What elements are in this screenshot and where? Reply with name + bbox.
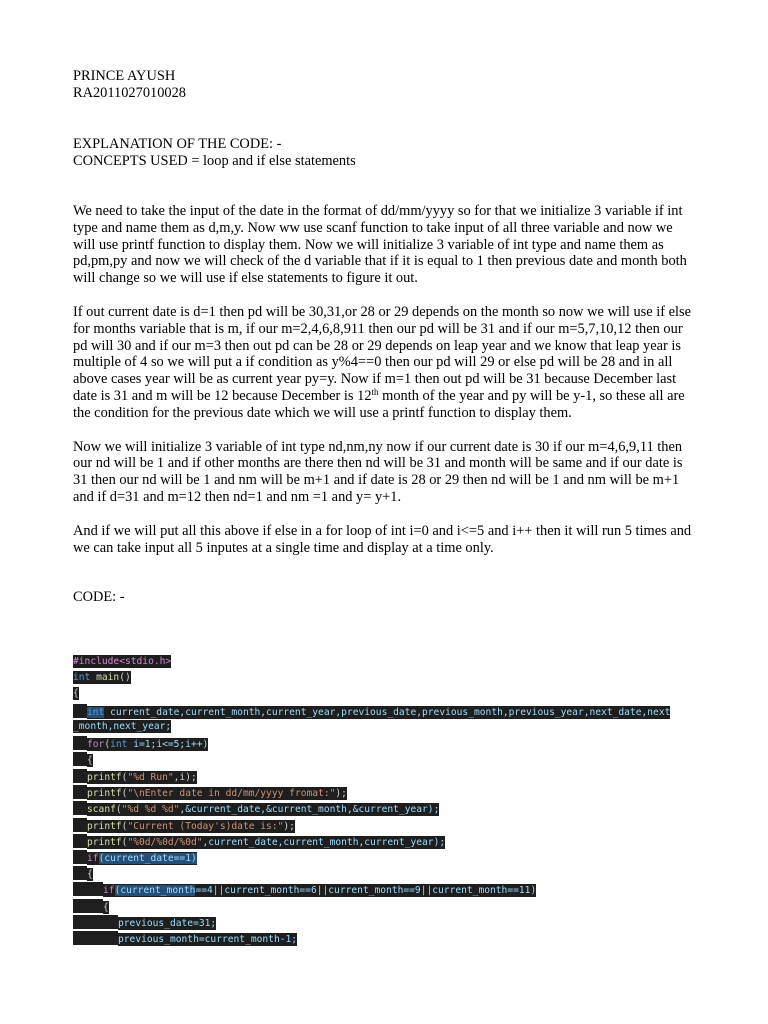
code-line-2: int main() <box>73 672 131 683</box>
code-line-15: if(current_month==4||current_month==6||current_month==9||current_month==11) <box>73 882 536 895</box>
concepts-used: CONCEPTS USED = loop and if else statements <box>73 153 356 169</box>
code-line-6: for(int i=1;i<=5;i++) <box>73 736 208 749</box>
registration-number: RA2011027010028 <box>73 85 186 101</box>
code-label: CODE: - <box>73 589 125 606</box>
code-line-14: { <box>73 866 93 879</box>
paragraph-3: Now we will initialize 3 variable of int type nd,nm,ny now if our current date is 30 if our m=4,6,9,11 then our nd will be 1 and if other months are there then nd will be 31 and month will be same and if our date is 31 then our nd will be 1 and nm will be m+1 and if date is 28 or 29 then nd will be 1 and nm will be m+1 and if d=31 and m=12 then nd=1 and nm =1 and y= y+1. <box>73 438 683 505</box>
code-line-1: #include<stdio.h> <box>73 656 172 667</box>
code-line-11: printf("Current (Today's)date is:"); <box>73 818 295 831</box>
code-line-3: { <box>73 688 79 699</box>
code-line-17: previous_date=31; <box>73 915 216 928</box>
paragraph-1: We need to take the input of the date in the format of dd/mm/yyyy so for that we initialize 3 variable if int type and name them as d,m,y. Now ww use scanf function to take input of all three variable and now we will use printf function to display them. Now we will initialize 3 variable of int type and name them as pd,pm,py and now we will check of the d variable that if it is equal to 1 then previous date and month both will change so we will use if else statements to figure it out. <box>73 203 687 287</box>
code-line-8: printf("%d Run",i); <box>73 769 197 782</box>
code-line-7: { <box>73 752 93 765</box>
explanation-title: EXPLANATION OF THE CODE: - <box>73 136 282 152</box>
code-line-10: scanf("%d %d %d",&current_date,&current_month,&current_year); <box>73 801 439 814</box>
author-name: PRINCE AYUSH <box>73 68 176 84</box>
paragraph-2: If out current date is d=1 then pd will be 30,31,or 28 or 29 depends on the month so now we will use if else for months variable that is m, if our m=2,4,6,8,911 then our pd will be 31 and if our m=5,7,10,12 then our pd will 30 and if our m=3 then out pd can be 28 or 29 depends on leap year and we know that leap year is multiple of 4 so we will put a if condition as y%4==0 then our pd will 29 or else pd will be 28 and in all above cases year will be as current year py=y. Now if m=1 then out pd will be 31 because December last date is 31 and m will be 12 because December is 12th month of the year and py will be y-1, so these all are the condition for the previous date which we will use a printf function to display them. <box>73 303 692 421</box>
code-line-12: printf("%0d/%0d/%0d",current_date,current_month,current_year); <box>73 834 445 847</box>
code-line-18: previous_month=current_month-1; <box>73 931 297 944</box>
code-line-4: int current_date,current_month,current_year,previous_date,previous_month,previous_year,next_date,next <box>73 704 670 717</box>
code-line-5: _month,next_year; <box>73 721 172 732</box>
code-line-13: if(current_date==1) <box>73 850 197 863</box>
document-page <box>73 68 698 606</box>
superscript-th: th <box>371 386 379 397</box>
code-line-9: printf("\nEnter date in dd/mm/yyyy fromat:"); <box>73 785 347 798</box>
paragraph-4: And if we will put all this above if else in a for loop of int i=0 and i<=5 and i++ then it will run 5 times and we can take input all 5 inputes at a single time and display at a time only. <box>73 522 692 556</box>
code-line-16: { <box>73 899 109 912</box>
